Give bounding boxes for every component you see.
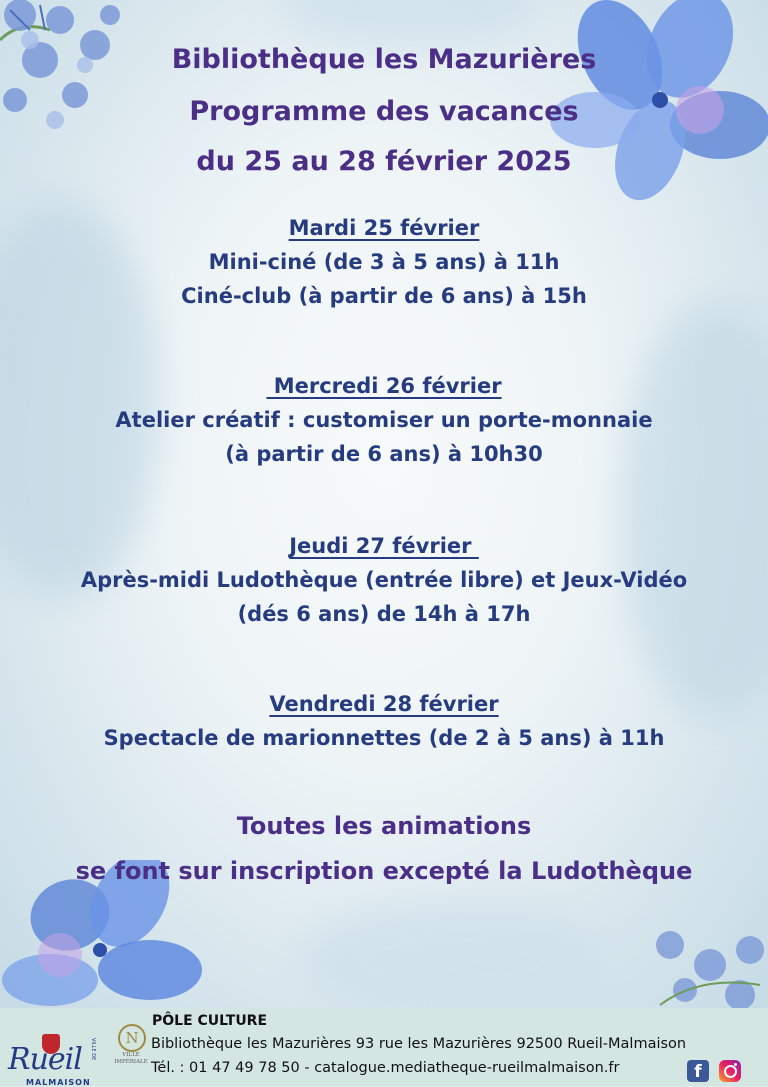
- notice-line-1: Toutes les animations: [236, 812, 532, 840]
- section-heading: Mardi 25 février: [288, 216, 480, 240]
- footer-address: Bibliothèque les Mazurières 93 rue les Mazurières 92500 Rueil-Malmaison: [151, 1036, 687, 1052]
- section-line: Mini-ciné (de 3 à 5 ans) à 11h: [208, 250, 560, 274]
- ville-imperiale-logo: [114, 1024, 148, 1080]
- footer-contact[interactable]: Tél. : 01 47 49 78 50 - catalogue.mediatheque-rueilmalmaison.fr: [151, 1060, 620, 1076]
- logo-rueil-text: Rueil: [8, 1042, 82, 1077]
- flower-bottom-right-icon: [640, 925, 768, 1008]
- section-line: Après-midi Ludothèque (entrée libre) et Jeux-Vidéo: [80, 568, 688, 592]
- header-program-title: Programme des vacances: [189, 96, 579, 127]
- section-line: (dés 6 ans) de 14h à 17h: [237, 602, 531, 626]
- instagram-icon[interactable]: [719, 1060, 741, 1082]
- imperiale-n-icon: N: [118, 1024, 146, 1052]
- section-line: Spectacle de marionnettes (de 2 à 5 ans) à 11h: [103, 726, 665, 750]
- header-library-name: Bibliothèque les Mazurières: [171, 44, 597, 75]
- logo-ville-text: VILLE DE: [90, 1038, 96, 1061]
- footer-bar: [0, 1008, 768, 1086]
- watercolor-wash: [620, 300, 768, 720]
- flower-cluster-top-left-icon: [0, 0, 150, 150]
- facebook-icon[interactable]: f: [687, 1060, 709, 1082]
- section-heading: Mercredi 26 février: [266, 374, 502, 398]
- section-heading: Jeudi 27 février: [289, 534, 479, 558]
- imperiale-text: VILLE IMPÉRIALE: [114, 1052, 148, 1065]
- watercolor-wash: [280, 0, 540, 50]
- section-tuesday: [0, 216, 768, 308]
- section-line: Ciné-club (à partir de 6 ans) à 15h: [181, 284, 587, 308]
- section-heading: Vendredi 28 février: [269, 692, 499, 716]
- rueil-logo: [4, 1020, 108, 1087]
- section-thursday: [0, 534, 768, 626]
- section-line: (à partir de 6 ans) à 10h30: [225, 442, 543, 466]
- notice-line-2: se font sur inscription excepté la Ludothèque: [75, 857, 693, 885]
- section-wednesday: [0, 374, 768, 466]
- section-friday: [0, 692, 768, 750]
- logo-malmaison-text: MALMAISON: [26, 1078, 91, 1087]
- watercolor-wash: [300, 900, 600, 1008]
- section-line: Atelier créatif : customiser un porte-monnaie: [115, 408, 653, 432]
- footer-title: PÔLE CULTURE: [152, 1013, 268, 1029]
- header-dates: du 25 au 28 février 2025: [196, 146, 572, 177]
